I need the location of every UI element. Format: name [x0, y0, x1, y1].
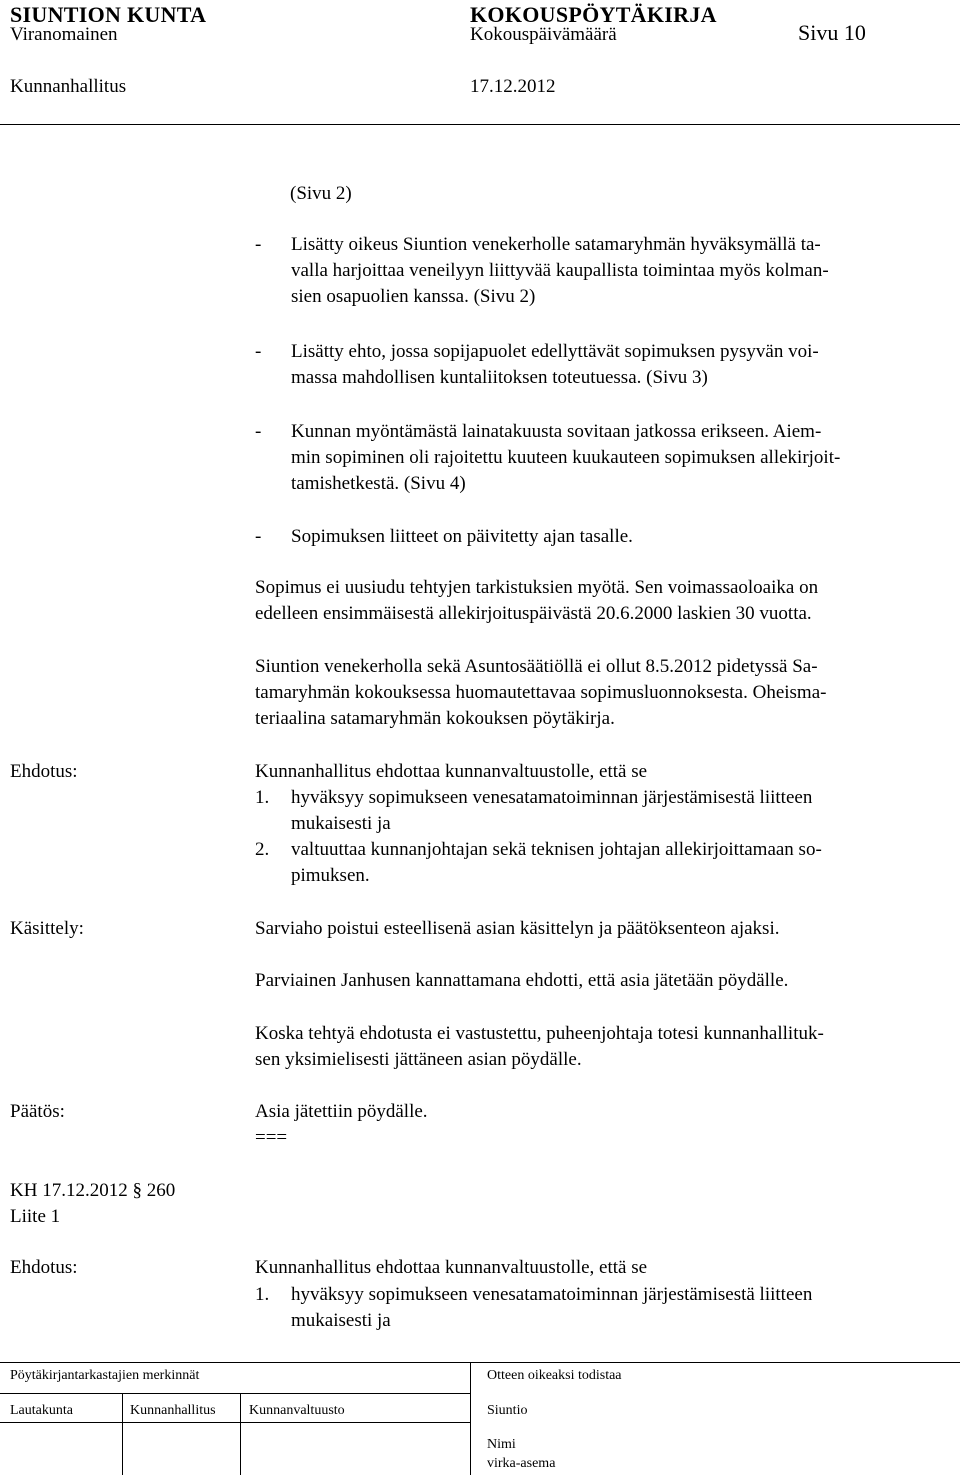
footer-column-divider [470, 1362, 471, 1475]
page-reference: (Sivu 2) [290, 183, 352, 204]
footer-certified-label: Otteen oikeaksi todistaa [487, 1368, 622, 1383]
paragraph-line: Koska tehtyä ehdotusta ei vastustettu, puheenjohtaja totesi kunnanhallituk- [255, 1023, 824, 1044]
proposal-label: Ehdotus: [10, 1257, 78, 1278]
item-line: mukaisesti ja [291, 813, 391, 834]
item-line: valtuuttaa kunnanjohtajan sekä teknisen johtajan allekirjoittamaan so- [291, 839, 822, 860]
attachment-reference: Liite 1 [10, 1206, 61, 1227]
meeting-date: 17.12.2012 [470, 76, 556, 97]
item-line: pimuksen. [291, 865, 370, 886]
paragraph-line: sen yksimielisesti jättäneen asian pöydälle. [255, 1049, 582, 1070]
harbour-group-paragraph [255, 654, 826, 732]
item-line: Sopimuksen liitteet on päivitetty ajan tasalle. [291, 526, 633, 547]
document-type: KOKOUSPÖYTÄKIRJA [470, 2, 717, 27]
decision-end-mark: === [255, 1127, 288, 1148]
decision-text: Asia jätettiin pöydälle. [255, 1101, 428, 1122]
item-line: mukaisesti ja [291, 1310, 391, 1331]
proposal-intro: Kunnanhallitus ehdottaa kunnanvaltuustolle, että se [255, 1257, 648, 1278]
footer-cell-divider [122, 1393, 123, 1475]
footer-place: Siuntio [487, 1403, 528, 1418]
paragraph-line: edelleen ensimmäisestä allekirjoituspäivästä 20.6.2000 laskien 30 vuotta. [255, 603, 812, 624]
handling-recusal: Sarviaho poistui esteellisenä asian käsittelyn ja päätöksenteon ajaksi. [255, 918, 780, 939]
item-number: 1. [255, 1284, 270, 1305]
item-line: sien osapuolien kanssa. (Sivu 2) [291, 286, 536, 307]
item-line: Lisätty ehto, jossa sopijapuolet edellyttävät sopimuksen pysyvän voi- [291, 341, 819, 362]
item-line: massa mahdollisen kuntaliitoksen toteutuessa. (Sivu 3) [291, 367, 708, 388]
proposal-label: Ehdotus: [10, 761, 78, 782]
bullet-dash: - [255, 341, 262, 362]
footer-top-border [0, 1362, 960, 1363]
validity-paragraph [255, 575, 818, 627]
item-number: 1. [255, 787, 270, 808]
paragraph-line: tamaryhmän kokouksessa huomautettavaa sopimusluonnoksesta. Oheisma- [255, 682, 827, 703]
decision-label: Päätös: [10, 1101, 65, 1122]
handling-outcome [255, 1021, 824, 1073]
item-line: valla harjoittaa veneilyyn liittyvää kaupallista toimintaa myös kolman- [291, 260, 829, 281]
proposal-intro: Kunnanhallitus ehdottaa kunnanvaltuustolle, että se [255, 761, 648, 782]
item-line: min sopiminen oli rajoitettu kuuteen kuukauteen sopimuksen allekirjoit- [291, 447, 841, 468]
paragraph-line: teriaalina satamaryhmän kokouksen pöytäkirja. [255, 708, 615, 729]
footer-checkers-label: Pöytäkirjantarkastajien merkinnät [10, 1368, 200, 1383]
item-line: tamishetkestä. (Sivu 4) [291, 473, 466, 494]
paragraph-line: Sopimus ei uusiudu tehtyjen tarkistuksien myötä. Sen voimassaoloaika on [255, 577, 819, 598]
page-number: Sivu 10 [798, 20, 866, 45]
date-label: Kokouspäivämäärä [470, 24, 617, 45]
bullet-dash: - [255, 421, 262, 442]
authority-value: Kunnanhallitus [10, 76, 127, 97]
item-line: Kunnan myöntämästä lainatakuusta sovitaan jatkossa erikseen. Aiem- [291, 421, 822, 442]
paragraph-line: Siuntion venekerholla sekä Asuntosäätiöllä ei ollut 8.5.2012 pidetyssä Sa- [255, 656, 818, 677]
authority-label: Viranomainen [10, 24, 118, 45]
footer-name-label: Nimi [487, 1437, 516, 1452]
footer-board-label: Lautakunta [10, 1403, 73, 1418]
item-line: Lisätty oikeus Siuntion venekerholle satamaryhmän hyväksymällä ta- [291, 234, 821, 255]
municipality-name: SIUNTION KUNTA [10, 2, 207, 27]
handling-label: Käsittely: [10, 918, 84, 939]
bullet-dash: - [255, 526, 262, 547]
footer-title-label: virka-asema [487, 1456, 556, 1471]
item-line: hyväksyy sopimukseen venesatamatoiminnan järjestämisestä liitteen [291, 787, 813, 808]
handling-motion: Parviainen Janhusen kannattamana ehdotti, että asia jätetään pöydälle. [255, 970, 789, 991]
item-line: hyväksyy sopimukseen venesatamatoiminnan järjestämisestä liitteen [291, 1284, 813, 1305]
item-number: 2. [255, 839, 270, 860]
footer-row-divider [0, 1393, 470, 1394]
footer-row-divider [0, 1422, 470, 1423]
bullet-dash: - [255, 234, 262, 255]
footer-council-label: Kunnanvaltuusto [249, 1403, 345, 1418]
footer-council-board-label: Kunnanhallitus [130, 1403, 216, 1418]
meeting-reference: KH 17.12.2012 § 260 [10, 1180, 176, 1201]
footer-cell-divider [240, 1393, 241, 1475]
header-divider [0, 124, 960, 125]
